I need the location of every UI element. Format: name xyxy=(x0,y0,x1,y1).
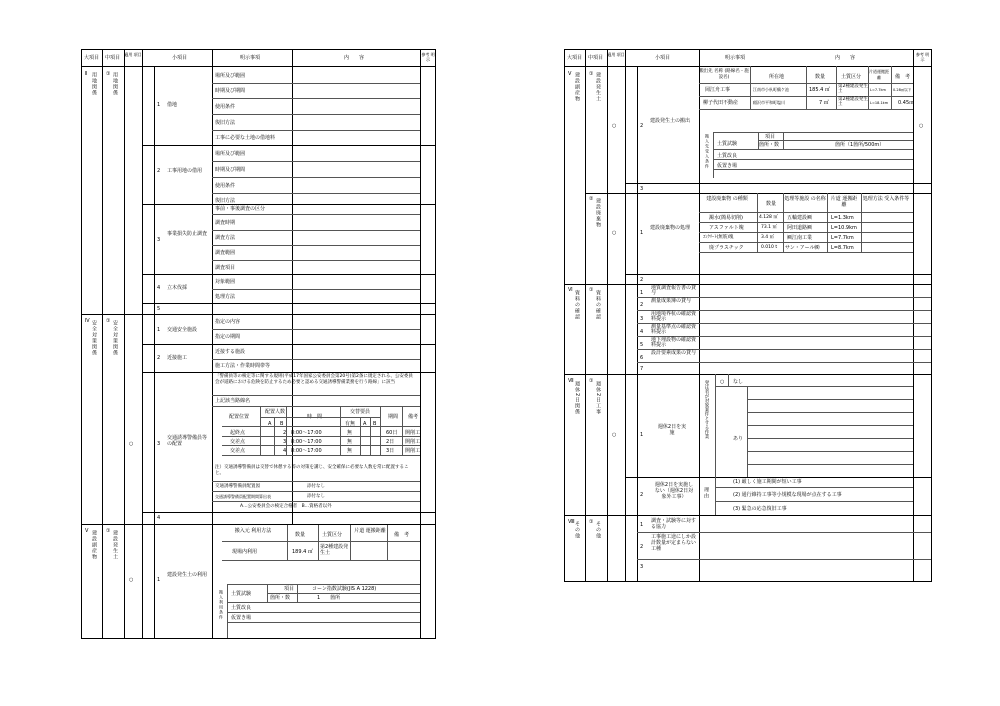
item-no: 2 xyxy=(640,302,644,308)
row-remark: 0.28㎥以下 xyxy=(893,88,912,92)
item-name: 用地境界杭の確認資料提示 xyxy=(651,311,697,322)
row-method: 現場内利用 xyxy=(232,549,258,555)
doc-value: 添付なし xyxy=(307,494,325,499)
item-no: 5 xyxy=(157,306,161,312)
header-reference: 参考 明示 xyxy=(915,52,930,62)
row-alt: 無 xyxy=(347,448,353,454)
item-name: 建設廃棄物の処理 xyxy=(650,225,691,231)
th-alt: 交替要員 xyxy=(350,409,371,415)
th-qty: 数量 xyxy=(295,532,306,538)
header-specification: 明示事項 xyxy=(240,55,261,61)
spec-text: 時期及び期間 xyxy=(215,88,246,94)
item-no: 1 xyxy=(157,577,161,583)
cond-label: 搬入先受入条件 xyxy=(705,134,710,169)
item-no: 2 xyxy=(640,123,644,129)
item-name: 週休2日を実施 xyxy=(657,424,687,436)
row-dest: 岡江舟工事 xyxy=(705,87,731,93)
row-qty: 0.010 t xyxy=(761,245,778,250)
item-name: 交通誘導警備員等の配置 xyxy=(167,435,208,447)
row-time: 8:00～17:00 xyxy=(291,448,322,454)
header-applicable: 適用 項目 xyxy=(607,52,625,57)
spec-text: 使用条件 xyxy=(215,104,236,110)
th-dist: 片道 運搬距離 xyxy=(354,528,386,534)
temp-label: 仮置き場 xyxy=(717,163,738,169)
item-no: 2 xyxy=(157,168,161,174)
item-no: 6 xyxy=(640,355,644,361)
row-dist: L=8.7km xyxy=(831,245,854,251)
sec8-mid-num: ① xyxy=(589,519,594,525)
row-dist: L=1.3km xyxy=(831,215,854,221)
row-class: 第2種建設発生土 xyxy=(838,97,868,107)
row-num: 4 xyxy=(283,448,287,454)
header-specification: 明示事項 xyxy=(725,55,746,61)
target-label: 発注者が対象案件とする作業 xyxy=(704,380,709,439)
item-name: 工事用地の借用 xyxy=(167,168,203,174)
reason-1: (1) 厳しく施工期間が短い工事 xyxy=(733,479,802,485)
spec-text: 処理方法 xyxy=(215,294,236,300)
header-content: 内 容 xyxy=(835,55,856,61)
doc-label: 交通誘導警備員配置期間算出表 xyxy=(215,494,271,499)
sec5-mid1-num: ① xyxy=(589,71,594,77)
row-fac: サン・アール㈱ xyxy=(785,245,820,251)
route-label: 上記該当路線名 xyxy=(215,398,251,404)
item-no: 1 xyxy=(640,522,644,528)
spec-text: 調査範囲 xyxy=(215,250,236,256)
sec5-mid2-name: 建設廃棄物 xyxy=(595,198,601,228)
item-no: 5 xyxy=(640,342,644,348)
sec5-name: 建設副産物 xyxy=(91,530,97,560)
row-dist: L=7.7km xyxy=(870,88,886,92)
th-remark: 備 考 xyxy=(895,74,911,80)
item-name: 設計要素成果の貸与 xyxy=(651,350,697,356)
item-name: 立木伐採 xyxy=(167,285,188,291)
item-name: 測量成果簿の貸与 xyxy=(651,298,692,304)
th-position: 配置位置 xyxy=(229,414,250,420)
th-loc: 所在地 xyxy=(769,74,785,80)
th-class: 土質区分 xyxy=(841,74,862,80)
th-sub: A xyxy=(268,421,272,427)
row-loc: 稲沢市平和町塩川 xyxy=(753,100,785,105)
spec-text: 工事に必要な土地の借地料 xyxy=(215,135,276,141)
th-sub: 有無 xyxy=(345,421,356,427)
sec7-num: Ⅶ xyxy=(568,378,574,384)
header-major: 大項目 xyxy=(84,55,100,61)
item-name: 週休2日を実施しない（週休2日対象外工事） xyxy=(654,482,694,500)
sec6-mid-name: 資料の確認 xyxy=(595,290,601,320)
row-qty: 3.4 ㎥ xyxy=(761,235,775,240)
sec8-mid-name: その他 xyxy=(595,521,601,539)
sec4-mid-num: ① xyxy=(106,318,111,324)
sec5-name: 建設副産物 xyxy=(574,72,580,102)
th-dest: 搬出先 名称 (路線名・施設名) xyxy=(699,69,749,80)
spec-text: 場所及び範囲 xyxy=(215,73,246,79)
th-time: 時 間 xyxy=(307,414,323,420)
header-minor: 小項目 xyxy=(172,55,188,61)
applicable-mark: ○ xyxy=(612,230,617,236)
option-yes: あり xyxy=(733,436,744,442)
left-page xyxy=(81,49,436,639)
item-label: 項目 xyxy=(765,134,776,140)
item-no: 1 xyxy=(640,432,644,438)
item-name: 交通安全施設 xyxy=(167,327,198,333)
sec4-num: Ⅳ xyxy=(85,318,90,324)
row-dist: L=10.9km xyxy=(831,225,857,231)
item-no: 3 xyxy=(640,564,644,570)
sec5-mid2-num: ② xyxy=(589,196,594,202)
right-page xyxy=(564,49,932,582)
row-remark: 開削工 xyxy=(405,448,421,454)
row-dest: 柳子代田不動産 xyxy=(703,100,739,106)
spec-text: 場所及び範囲 xyxy=(215,151,246,157)
row-num: 2 xyxy=(283,430,287,436)
spec-text: 対象範囲 xyxy=(215,279,236,285)
spec-text: 指定の内容 xyxy=(215,319,241,325)
row-remark: 開削工 xyxy=(405,430,421,436)
reason-2: (2) 通行維持工事等小規模な現場が点在する工事 xyxy=(733,492,842,498)
applicable-mark: ○ xyxy=(612,432,617,438)
row-remark: 開削工 xyxy=(405,439,421,445)
place-label: 箇所・数 xyxy=(759,142,780,148)
sec7-mid-name: 週休2日工事 xyxy=(595,381,601,416)
sec6-name: 資料の確認 xyxy=(574,290,580,320)
spec-text: 調査時期 xyxy=(215,220,236,226)
row-kind: 濁水(簡易切削) xyxy=(709,215,743,221)
radio-none: ○ xyxy=(720,379,725,385)
spec-text: 指定の期間 xyxy=(215,334,241,340)
row-qty: 185.4 ㎥ xyxy=(809,87,830,93)
place-value: 1 箇所 xyxy=(317,595,341,601)
th-sub: A xyxy=(363,421,367,427)
spec-text: 復旧方法 xyxy=(215,198,236,204)
row-dist: L=18.1km xyxy=(870,101,889,105)
item-name: 事業損失防止調査 xyxy=(167,231,208,237)
item-no: 1 xyxy=(157,102,161,108)
header-content: 内 容 xyxy=(344,55,365,61)
row-loc: 江南市小杁町鶴ケ池 xyxy=(753,87,789,92)
spec-text: 事前・事後調査の区分 xyxy=(215,206,266,212)
sec4-mid-name: 安全対策関係 xyxy=(112,320,118,356)
sec6-num: Ⅵ xyxy=(568,287,573,293)
item-name: 近接施工 xyxy=(167,355,188,361)
header-applicable: 適用 項目 xyxy=(124,52,142,57)
option-none: なし xyxy=(733,379,744,385)
sec2-mid-num: ① xyxy=(106,71,111,77)
improve-label: 土質改良 xyxy=(717,153,738,159)
item-no: 3 xyxy=(157,441,161,447)
row-class: 第2種建設発生土 xyxy=(838,84,868,94)
doc-label: 交通誘導警備員配置図 xyxy=(215,484,260,489)
sec4-name: 安全対策関係 xyxy=(91,320,97,356)
th-remark: 備考 xyxy=(408,414,419,420)
reason-3: (3) 緊急の応急復旧工事 xyxy=(733,506,787,512)
place-value: 箇所（1箇所/500m） xyxy=(835,142,885,148)
doc-value: 添付なし xyxy=(307,484,325,489)
row-period: 3日 xyxy=(386,448,395,454)
row-kind: ｺﾝｸﾘｰﾄ(無筋)塊 xyxy=(703,235,734,240)
header-minor: 小項目 xyxy=(655,55,671,61)
item-no: 3 xyxy=(640,186,644,192)
item-name: 建設発生土の利用 xyxy=(167,572,208,578)
header-reference: 参考 明示 xyxy=(421,52,435,62)
th-dist: 片道 運搬距離 xyxy=(830,196,858,208)
item-no: 1 xyxy=(157,327,161,333)
sec2-mid-name: 用地関係 xyxy=(112,72,118,96)
row-alt: 無 xyxy=(347,430,353,436)
item-name: 工事施工途にしか設計数量が定まらない工種 xyxy=(651,534,697,552)
header-middle: 中項目 xyxy=(105,55,121,61)
item-no: 4 xyxy=(157,285,161,291)
item-name: 地下埋設物の確認資料提示 xyxy=(651,337,697,348)
sec2-name: 用地関係 xyxy=(91,72,97,96)
sec5-mid-name: 建設発生土 xyxy=(112,530,118,560)
spec-text: 復旧方法 xyxy=(215,120,236,126)
cond-label: 搬入利用条件 xyxy=(219,590,224,620)
sec6-mid-num: ① xyxy=(589,287,594,293)
item-no: 1 xyxy=(640,230,644,236)
th-sub: B xyxy=(373,421,377,427)
item-name: 測量基準点の確認資料提示 xyxy=(651,324,697,335)
soil-test: 土質試験 xyxy=(717,141,738,147)
item-no: 2 xyxy=(640,277,644,283)
th-class: 土質区分 xyxy=(322,532,343,538)
row-fac: ㈱江南工業 xyxy=(787,235,813,241)
th-qty: 数量 xyxy=(815,74,826,80)
soil-test: 土質試験 xyxy=(231,591,252,597)
row-pos: 交差点 xyxy=(230,448,246,454)
place-label: 箇所・数 xyxy=(270,595,291,601)
applicable-mark: ○ xyxy=(129,441,134,447)
sec8-num: Ⅷ xyxy=(568,519,575,525)
row-fac: 五輪建設㈱ xyxy=(787,215,813,221)
traffic-note: 「警備員等の検定等に関する規則(平成17年国家公安委員会第20号)第2条に規定される、公安委員会が道路における危険を防止するため必要と認める交通誘導警備業務を行う路線」に該当 xyxy=(215,374,413,385)
sec5-num: Ⅴ xyxy=(568,71,572,77)
item-no: 2 xyxy=(640,492,644,498)
sec5-num: Ⅴ xyxy=(85,528,89,534)
row-pos: 起終点 xyxy=(230,430,246,436)
row-kind: アスファルト塊 xyxy=(709,225,744,231)
traffic-note2: 注）交通誘導警備員は交替で休憩する等の対策を講じ、安全確保に必要な人数を常に配置すること。 xyxy=(215,465,409,476)
header-middle: 中項目 xyxy=(588,55,604,61)
sec5-mid-num: ① xyxy=(106,528,111,534)
item-name: 地質調査報告書の貸与 xyxy=(651,285,697,296)
spec-text: 使用条件 xyxy=(215,183,236,189)
applicable-mark: ○ xyxy=(129,577,134,583)
legend: A…公安委員会の検定合格者 B…資格者以外 xyxy=(240,504,332,509)
sec5-mid1-name: 建設発生土 xyxy=(595,72,601,102)
item-no: 4 xyxy=(157,515,161,521)
row-time: 8:00～17:00 xyxy=(291,430,322,436)
th-method: 搬入元 利用方法 xyxy=(234,528,272,534)
th-remark: 備 考 xyxy=(394,532,410,538)
item-no: 2 xyxy=(157,355,161,361)
th-method: 処理方法 受入条件等 xyxy=(862,196,910,202)
item-no: 3 xyxy=(640,316,644,322)
th-qty: 数量 xyxy=(766,201,777,207)
sec2-num: Ⅱ xyxy=(85,71,88,77)
spec-text: 施工方法・作業時間帯等 xyxy=(215,363,271,369)
improve-label: 土質改良 xyxy=(231,605,252,611)
row-alt: 無 xyxy=(347,439,353,445)
row-qty: 7 ㎥ xyxy=(819,100,829,106)
row-qty: 73.1 ㎥ xyxy=(761,225,777,230)
item-name: 借地 xyxy=(167,102,178,108)
spec-text: 時期及び期間 xyxy=(215,167,246,173)
sec7-name: 週休2日関係 xyxy=(574,381,580,416)
sec8-name: その他 xyxy=(574,521,580,539)
row-remark: 0.45㎥ xyxy=(898,100,915,106)
temp-label: 仮置き場 xyxy=(231,615,252,621)
row-kind: 廃プラスチック xyxy=(709,245,744,251)
spec-text: 調査項目 xyxy=(215,265,236,271)
row-fac: 阿田道路㈱ xyxy=(787,225,813,231)
th-dist: 片道運搬距離 xyxy=(869,69,889,80)
row-qty: 4.128 ㎥ xyxy=(759,215,778,220)
row-period: 2日 xyxy=(386,439,395,445)
item-no: 2 xyxy=(640,544,644,550)
sec7-mid-num: ① xyxy=(589,378,594,384)
header-major: 大項目 xyxy=(567,55,583,61)
row-qty: 189.4 ㎥ xyxy=(292,549,313,555)
item-value: コーン指数試験(JIS A 1228) xyxy=(312,586,377,592)
spec-text: 調査方法 xyxy=(215,235,236,241)
th-period: 期間 xyxy=(388,414,399,420)
th-kind: 建設廃棄物 の種類 xyxy=(706,196,748,202)
item-no: 7 xyxy=(640,366,644,372)
reference-mark: ○ xyxy=(919,123,924,129)
item-name: 建設発生土の搬出 xyxy=(650,118,691,124)
row-time: 8:00～17:00 xyxy=(291,439,322,445)
item-no: 1 xyxy=(640,290,644,296)
item-name: 調査・試験等に対する協力 xyxy=(651,518,697,530)
row-num: 3 xyxy=(283,439,287,445)
th-sub: B xyxy=(280,421,284,427)
item-label: 項目 xyxy=(284,586,295,592)
item-no: 4 xyxy=(640,329,644,335)
row-period: 60日 xyxy=(386,430,398,436)
row-class: 第2種建設発生土 xyxy=(320,544,349,556)
item-no: 3 xyxy=(157,237,161,243)
applicable-mark: ○ xyxy=(612,123,617,129)
th-fac: 処理等施設 の名称 xyxy=(784,196,826,202)
row-dist: L=7.7km xyxy=(831,235,854,241)
spec-text: 近接する施設 xyxy=(215,349,246,355)
th-count: 配置人数 xyxy=(265,409,286,415)
row-pos: 交差点 xyxy=(230,439,246,445)
reason-label: 理由 xyxy=(703,487,709,499)
